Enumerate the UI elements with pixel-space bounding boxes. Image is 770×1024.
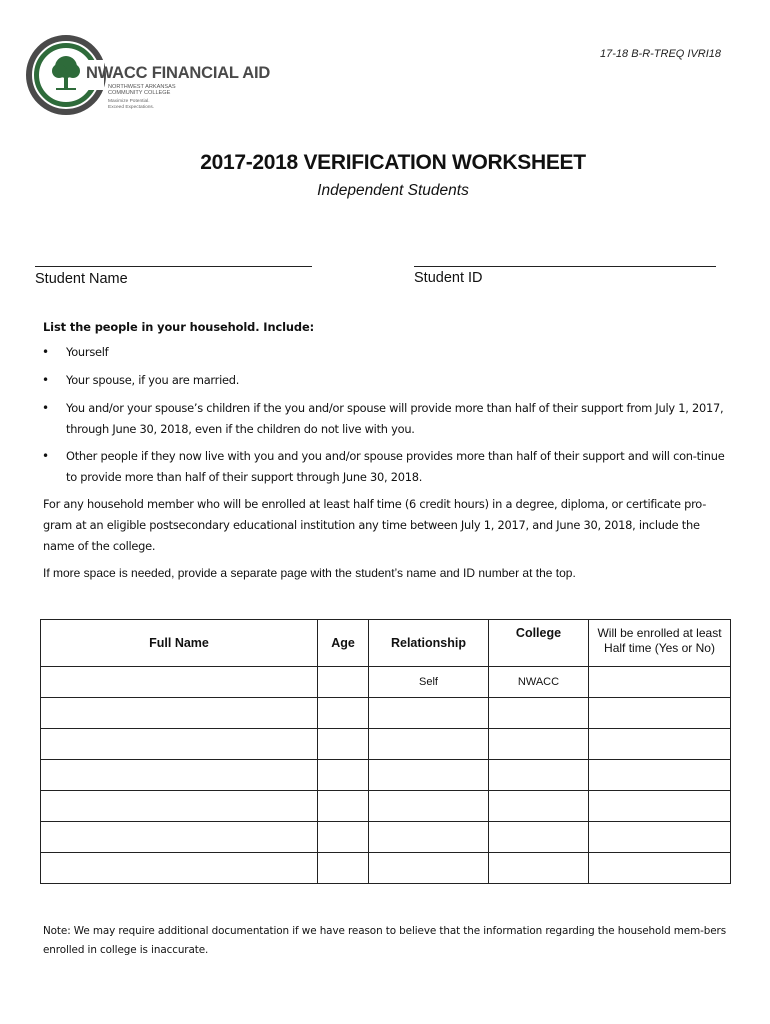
cell-college[interactable]	[489, 698, 589, 729]
form-code: 17-18 B-R-TREQ IVRI18	[600, 48, 722, 60]
bullet-marker: •	[42, 345, 49, 359]
household-table	[40, 619, 731, 884]
cell-relationship[interactable]	[369, 822, 489, 853]
cell-half-time[interactable]	[589, 791, 731, 822]
cell-full-name[interactable]	[41, 698, 318, 729]
logo-wordmark: NWACC FINANCIAL AID	[86, 64, 271, 82]
table-row	[41, 853, 731, 884]
cell-relationship[interactable]	[369, 853, 489, 884]
table-row	[41, 698, 731, 729]
bullet-marker: •	[42, 373, 49, 387]
cell-college[interactable]	[489, 760, 589, 791]
logo-tagline-line-2: Exceed Expectations.	[108, 104, 155, 110]
table-row	[41, 729, 731, 760]
cell-college: NWACC	[489, 667, 589, 698]
col-header-college: College	[489, 620, 589, 667]
table-row	[41, 822, 731, 853]
cell-half-time[interactable]	[589, 853, 731, 884]
cell-full-name[interactable]	[41, 667, 318, 698]
cell-college[interactable]	[489, 853, 589, 884]
bullet-marker: •	[42, 401, 49, 415]
cell-college[interactable]	[489, 729, 589, 760]
col-header-relationship: Relationship	[369, 620, 489, 667]
cell-full-name[interactable]	[41, 791, 318, 822]
cell-half-time[interactable]	[589, 822, 731, 853]
col-header-full-name: Full Name	[41, 620, 318, 667]
list-item: Other people if they now live with you and you and/or spouse provides more than half of their support and will con-tinue to provide more than half of their support through June 30, 2018.	[66, 449, 725, 484]
page-title: 2017-2018 VERIFICATION WORKSHEET	[200, 151, 586, 174]
list-item: You and/or your spouse’s children if the you and/or spouse will provide more than half of their support from July 1, 2017, through June 30, 2018, even if the children do not live with you.	[66, 401, 724, 436]
student-id-line[interactable]	[414, 266, 716, 267]
cell-age[interactable]	[318, 729, 369, 760]
cell-full-name[interactable]	[41, 760, 318, 791]
cell-age[interactable]	[318, 822, 369, 853]
student-name-label: Student Name	[35, 271, 128, 287]
cell-age[interactable]	[318, 760, 369, 791]
student-name-line[interactable]	[35, 266, 312, 267]
cell-age[interactable]	[318, 853, 369, 884]
table-row	[41, 760, 731, 791]
student-id-label: Student ID	[414, 270, 483, 286]
cell-relationship[interactable]	[369, 760, 489, 791]
logo-college-line-2: COMMUNITY COLLEGE	[108, 90, 171, 97]
footer-note: Note: We may require additional documentation if we have reason to believe that the information regarding the household mem-bers enrolled in college is inaccurate.	[43, 925, 727, 956]
logo-college-line-1: NORTHWEST ARKANSAS	[108, 84, 176, 90]
cell-age[interactable]	[318, 698, 369, 729]
col-header-half-time: Will be enrolled at least Half time (Yes or No)	[589, 620, 731, 667]
extra-space-note: If more space is needed, provide a separate page with the student’s name and ID number at the top.	[43, 566, 576, 580]
cell-full-name[interactable]	[41, 729, 318, 760]
cell-half-time[interactable]	[589, 729, 731, 760]
list-item: Your spouse, if you are married.	[66, 373, 240, 387]
cell-age[interactable]	[318, 791, 369, 822]
logo-tagline-line-1: Maximize Potential.	[108, 99, 150, 104]
cell-relationship[interactable]	[369, 698, 489, 729]
cell-half-time[interactable]	[589, 667, 731, 698]
table-row	[41, 791, 731, 822]
logo-college-name	[108, 84, 176, 97]
cell-college[interactable]	[489, 791, 589, 822]
tree-icon	[52, 56, 80, 90]
cell-relationship[interactable]	[369, 791, 489, 822]
bullet-marker: •	[42, 449, 49, 463]
cell-half-time[interactable]	[589, 760, 731, 791]
cell-full-name[interactable]	[41, 822, 318, 853]
cell-relationship[interactable]	[369, 729, 489, 760]
logo-tagline	[108, 99, 154, 110]
cell-full-name[interactable]	[41, 853, 318, 884]
household-bullet-list	[0, 342, 770, 492]
enrollment-paragraph: For any household member who will be enrolled at least half time (6 credit hours) in a degree, diploma, or certificate pro-gram at an eligible postsecondary educational institution any time between July 1, 2017, and June 30, 2018, include the name of the college.	[43, 497, 707, 553]
cell-relationship: Self	[369, 667, 489, 698]
list-item: Yourself	[66, 345, 109, 359]
cell-age[interactable]	[318, 667, 369, 698]
household-heading: List the people in your household. Include:	[43, 320, 315, 334]
col-header-age: Age	[318, 620, 369, 667]
table-row	[41, 667, 731, 698]
cell-college[interactable]	[489, 822, 589, 853]
cell-half-time[interactable]	[589, 698, 731, 729]
page-subtitle: Independent Students	[317, 182, 469, 199]
table-header-row	[41, 620, 731, 667]
